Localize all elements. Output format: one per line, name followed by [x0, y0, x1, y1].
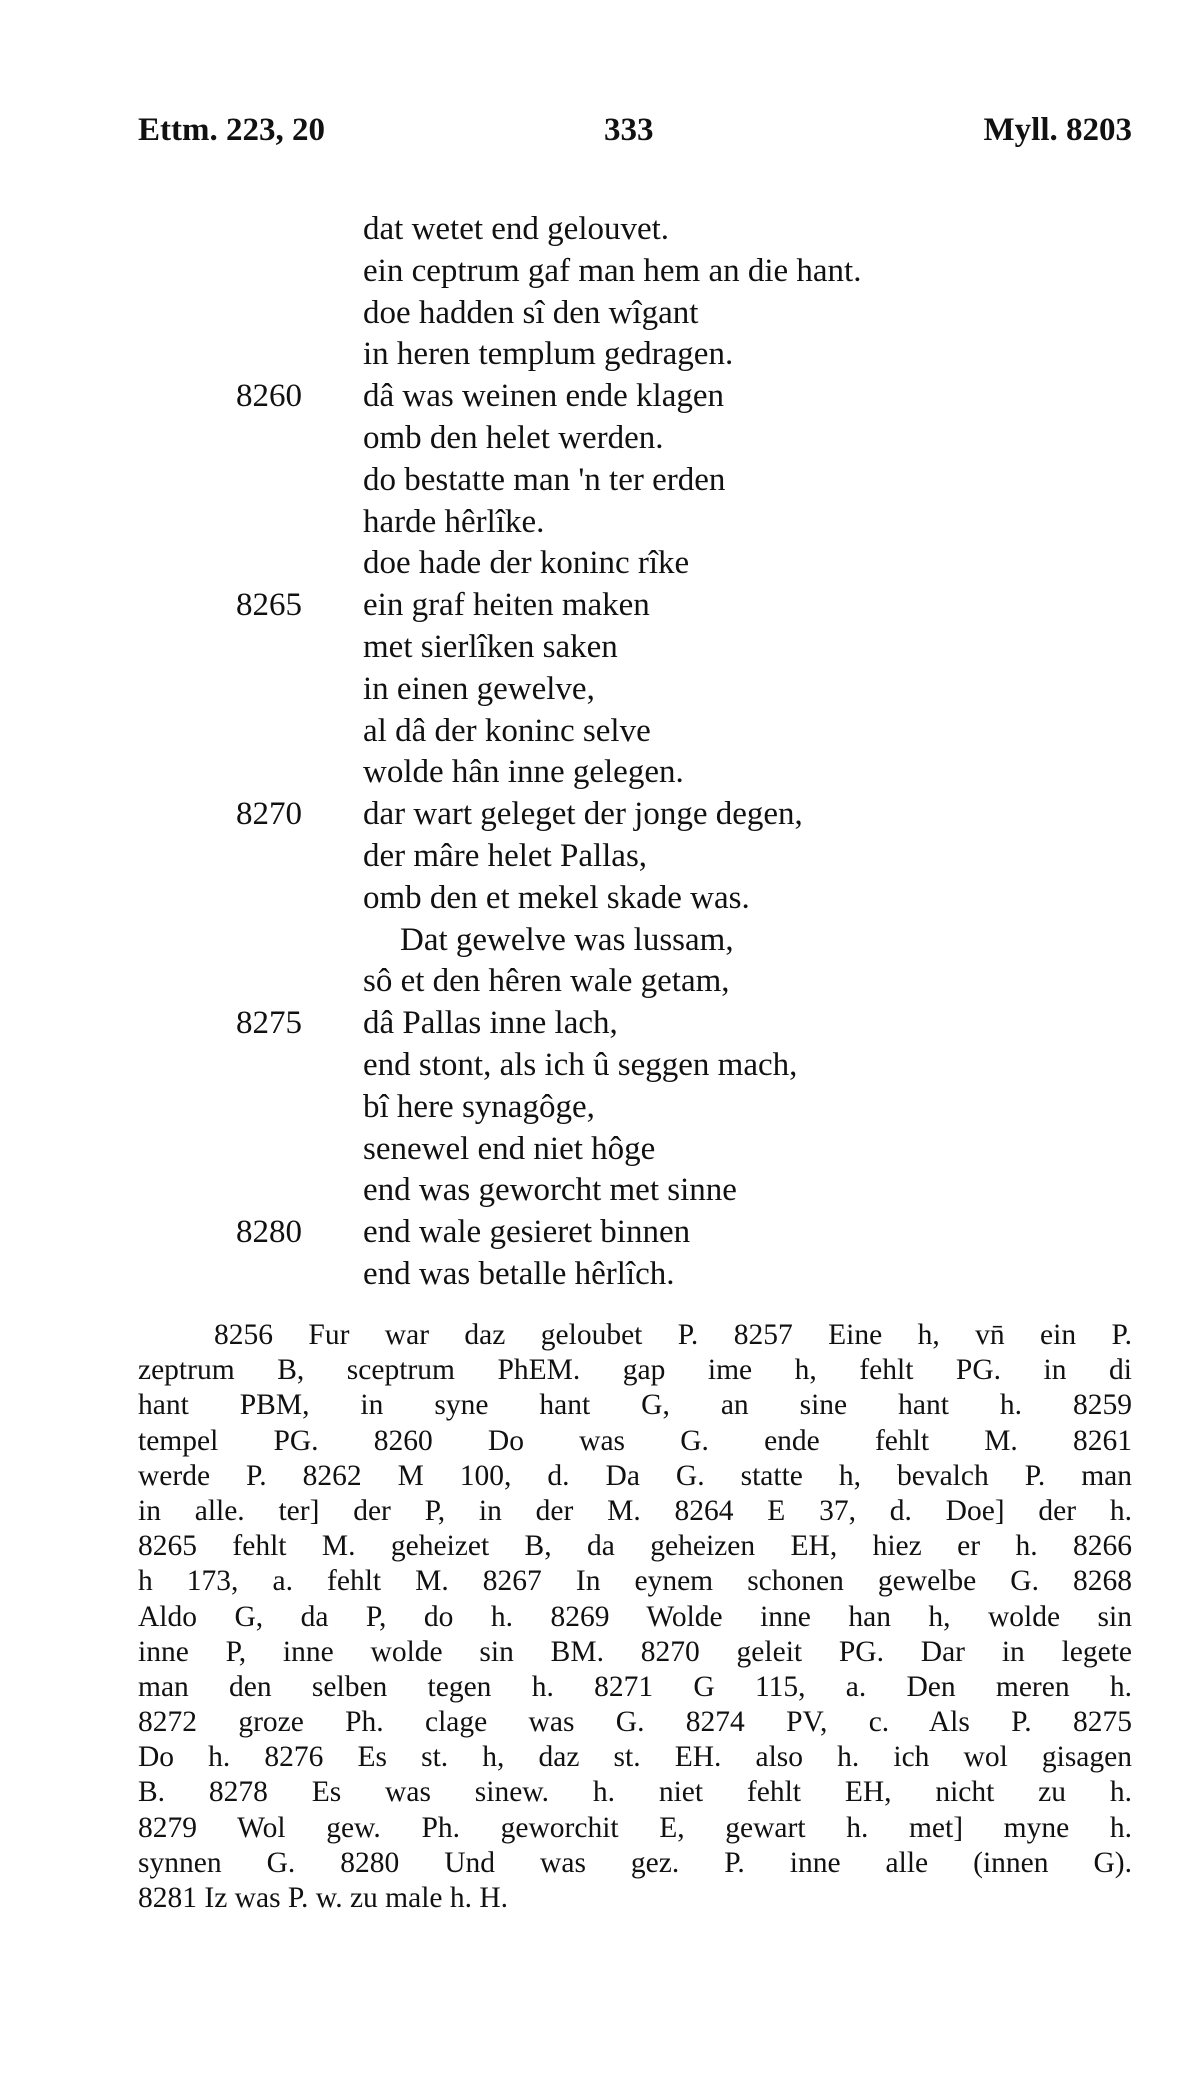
verse-line: [0, 460, 1200, 502]
verse-text-line: Dat gewelve was lussam,: [400, 921, 734, 958]
verse-text-line: end was geworcht met sinne: [363, 1172, 737, 1209]
verse-line: [0, 585, 1200, 627]
verse-line: [0, 1003, 1200, 1045]
apparatus-line: 8272 groze Ph. clage was G. 8274 PV, c. Als P. 8275: [138, 1706, 1132, 1739]
line-number: 8280: [236, 1214, 302, 1251]
verse-line: [0, 711, 1200, 753]
verse-text-line: doe hadden sî den wîgant: [363, 294, 699, 331]
apparatus-line: Aldo G, da P, do h. 8269 Wolde inne han h, wolde sin: [138, 1600, 1132, 1633]
verse-line: [0, 1087, 1200, 1129]
verse-text-line: senewel end niet hôge: [363, 1130, 656, 1167]
verse-text-line: end was betalle hêrlîch.: [363, 1255, 675, 1292]
verse-line: [0, 502, 1200, 544]
apparatus-line: Do h. 8276 Es st. h, daz st. EH. also h. ich wol gisagen: [138, 1741, 1132, 1774]
verse-text: [0, 209, 1200, 1296]
apparatus-line: 8265 fehlt M. geheizet B, da geheizen EH, hiez er h. 8266: [138, 1530, 1132, 1563]
verse-text-line: end wale gesieret binnen: [363, 1214, 691, 1251]
verse-text-line: omb den helet werden.: [363, 419, 664, 456]
verse-text-line: doe hade der koninc rîke: [363, 545, 690, 582]
verse-text-line: in heren templum gedragen.: [363, 336, 734, 373]
verse-line: [0, 1254, 1200, 1296]
apparatus-line: synnen G. 8280 Und was gez. P. inne alle (innen G).: [138, 1846, 1132, 1879]
verse-text-line: dâ was weinen ende klagen: [363, 378, 725, 415]
verse-line: [0, 1129, 1200, 1171]
verse-line: [0, 1170, 1200, 1212]
verse-text-line: der mâre helet Pallas,: [363, 837, 648, 874]
apparatus-line: in alle. ter] der P, in der M. 8264 E 37, d. Doe] der h.: [138, 1494, 1132, 1527]
verse-text-line: wolde hân inne gelegen.: [363, 754, 684, 791]
page-number: 333: [604, 112, 654, 148]
verse-line: [0, 752, 1200, 794]
verse-text-line: sô et den hêren wale getam,: [363, 963, 730, 1000]
verse-line: [0, 669, 1200, 711]
apparatus-line: man den selben tegen h. 8271 G 115, a. Den meren h.: [138, 1670, 1132, 1703]
running-header: [138, 112, 1132, 160]
critical-apparatus: [138, 1318, 1132, 1916]
verse-line: [0, 878, 1200, 920]
verse-line: [0, 543, 1200, 585]
apparatus-line: 8279 Wol gew. Ph. geworchit E, gewart h. met] myne h.: [138, 1811, 1132, 1844]
verse-line: [0, 920, 1200, 962]
apparatus-line: B. 8278 Es was sinew. h. niet fehlt EH, nicht zu h.: [138, 1776, 1132, 1809]
verse-text-line: bî here synagôge,: [363, 1088, 595, 1125]
verse-text-line: met sierlîken saken: [363, 628, 618, 665]
verse-text-line: ein graf heiten maken: [363, 587, 650, 624]
verse-line: [0, 251, 1200, 293]
apparatus-line: 8256 Fur war daz geloubet P. 8257 Eine h, vn̄ ein P.: [214, 1319, 1132, 1351]
verse-text-line: al dâ der koninc selve: [363, 712, 651, 749]
verse-text-line: dar wart geleget der jonge degen,: [363, 796, 803, 833]
header-right-reference: Myll. 8203: [983, 112, 1132, 148]
verse-line: [0, 836, 1200, 878]
verse-line: [0, 961, 1200, 1003]
apparatus-line: zeptrum B, sceptrum PhEM. gap ime h, fehlt PG. in di: [138, 1354, 1132, 1387]
apparatus-line: 8281 Iz was P. w. zu male h. H.: [138, 1882, 509, 1914]
verse-line: [0, 376, 1200, 418]
line-number: 8270: [236, 796, 302, 833]
verse-text-line: do bestatte man 'n ter erden: [363, 461, 726, 498]
verse-text-line: dat wetet end gelouvet.: [363, 211, 670, 247]
verse-line: [0, 794, 1200, 836]
verse-text-line: harde hêrlîke.: [363, 503, 545, 540]
verse-text-line: omb den et mekel skade was.: [363, 879, 750, 916]
apparatus-line: h 173, a. fehlt M. 8267 In eynem schonen gewelbe G. 8268: [138, 1565, 1132, 1598]
verse-line: [0, 293, 1200, 335]
apparatus-line: tempel PG. 8260 Do was G. ende fehlt M. 8261: [138, 1424, 1132, 1457]
verse-text-line: ein ceptrum gaf man hem an die hant.: [363, 252, 862, 289]
verse-line: [0, 334, 1200, 376]
verse-line: [0, 209, 1200, 251]
verse-line: [0, 1045, 1200, 1087]
line-number: 8260: [236, 378, 302, 415]
verse-line: [0, 418, 1200, 460]
verse-line: [0, 627, 1200, 669]
line-number: 8275: [236, 1005, 302, 1042]
verse-text-line: dâ Pallas inne lach,: [363, 1005, 618, 1042]
apparatus-line: werde P. 8262 M 100, d. Da G. statte h, bevalch P. man: [138, 1459, 1132, 1492]
apparatus-line: inne P, inne wolde sin BM. 8270 geleit PG. Dar in legete: [138, 1635, 1132, 1668]
apparatus-line: hant PBM, in syne hant G, an sine hant h. 8259: [138, 1389, 1132, 1422]
verse-text-line: end stont, als ich û seggen mach,: [363, 1046, 798, 1083]
verse-text-line: in einen gewelve,: [363, 670, 595, 707]
verse-line: [0, 1212, 1200, 1254]
line-number: 8265: [236, 587, 302, 624]
header-left-reference: Ettm. 223, 20: [138, 112, 325, 148]
